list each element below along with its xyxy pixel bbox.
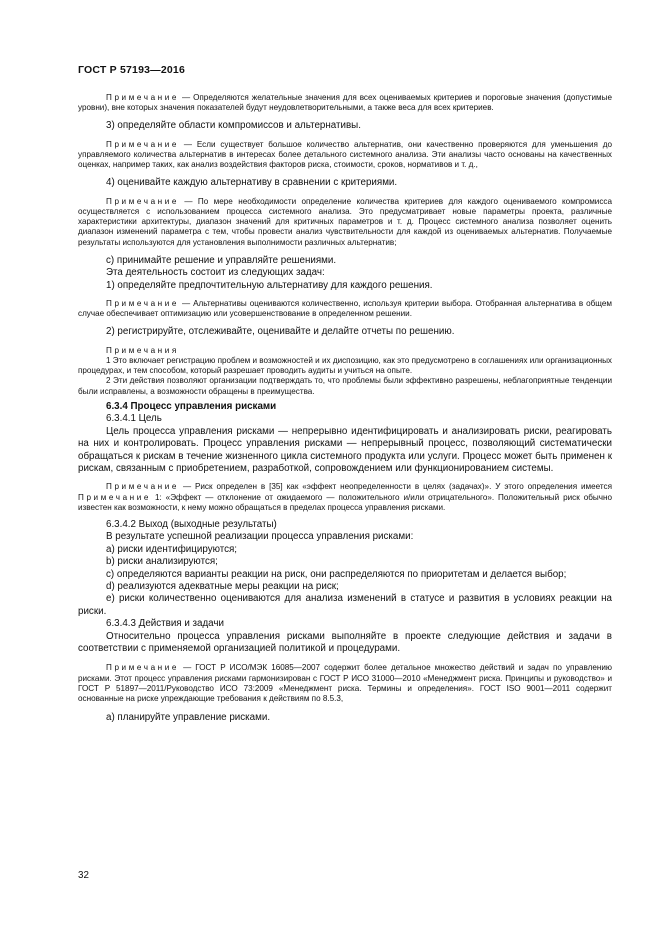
note-paragraph [78, 197, 612, 248]
note-paragraph [78, 299, 612, 319]
body-paragraph: Цель процесса управления рисками — непрерывно идентифицировать и анализировать риски, реагировать на них и контролировать. Процесс управления рисками — непрерывный процесс, позволяющий систематически обращаться к рискам в течение жизненного цикла системного продукта или услуги. Процесс может быть применен к рискам, связанным с приобретением, разработкой, сопровождением или функционированием системы. [78, 425, 612, 474]
list-item: 2) регистрируйте, отслеживайте, оценивайте и делайте отчеты по решению. [106, 326, 455, 338]
note-label: Примечание [106, 663, 180, 673]
note-text: 1: «Эффект — отклонение от ожидаемого — положительного и/или отрицательного». Положительный риск обычно известен как возможности, к нему можно обращаться в пределах процесса управления рисками. [78, 492, 612, 512]
note-label: Примечание [106, 139, 180, 149]
note-paragraph [78, 93, 612, 113]
note-label: Примечание [78, 492, 152, 502]
note-text: — Если существует большое количество альтернатив, они качественно проверяются для уменьшения до управляемого количества альтернатив в интересах более детального системного анализа. Эти анализы часто основаны на качественных оценках, например таких, как анализ воздействия факторов риска, стоимости, сроков, нормативов и т. д., [78, 139, 612, 170]
note-label: Примечание [106, 93, 180, 102]
subsection-title: 6.3.4.2 Выход (выходные результаты) [106, 518, 277, 530]
note-label: Примечание [106, 299, 180, 309]
note-text: — ГОСТ Р ИСО/МЭК 16085—2007 содержит более детальное множество действий и задач по управлению рисками. Этот процесс управления рисками гармонизирован с ГОСТ Р ИСО 31000—2010 «Менеджмент риска. Принципы и руководство» и ГОСТ Р 51897—2011/Руководство ИСО 73:2009 «Менеджмент риска. Термины и определения». ГОСТ ISO 9001—2011 содержит основанные на риске упреждающие требования к действиям по 8.5.3, [78, 663, 612, 704]
note-text: — По мере необходимости определение количества критериев для каждого оцениваемого компромисса осуществляется с использованием процесса системного анализа. Это предусматривает новые параметры проекта, различные характеристики архитектуры, диапазон значений для критичных параметров и т. д. Процесс системного анализа позволяет оценить диапазон изменений параметра с тем, чтобы провести анализ чувствительности для каждой из оцениваемых альтернатив. Получаемые результаты используются для установления выполнимости различных альтернатив; [78, 196, 612, 247]
list-item: c) принимайте решение и управляйте решениями. [106, 254, 337, 266]
notes-title: Примечания [106, 345, 179, 355]
body-paragraph: Относительно процесса управления рисками выполняйте в проекте следующие действия и задачи в соответствии с применяемой организацией политикой и процедурами. [78, 630, 612, 654]
page-header: ГОСТ Р 57193—2016 [78, 64, 186, 76]
page-number: 32 [78, 870, 89, 881]
note-label: Примечание [106, 196, 180, 206]
list-item: c) определяются варианты реакции на риск, они распределяются по приоритетам и делается выбор; [106, 568, 567, 580]
list-item: b) риски анализируются; [106, 556, 218, 568]
list-item: d) реализуются адекватные меры реакции на риск; [106, 580, 339, 592]
list-item: 1) определяйте предпочтительную альтернативу для каждого решения. [106, 279, 433, 291]
body-line: Эта деятельность состоит из следующих задач: [106, 267, 325, 279]
note-text: — Риск определен в [35] как «эффект неопределенности в целях (задачах)». У этого определения имеется [179, 482, 612, 492]
body-line: В результате успешной реализации процесса управления рисками: [106, 531, 414, 543]
page-content [78, 93, 612, 725]
note-item: 2 Эти действия позволяют организации подтверждать то, что проблемы были эффективно разрешены, неблагоприятные тенденции были исправлены, а возможности обращены в преимущества. [78, 376, 612, 396]
subsection-title: 6.3.4.3 Действия и задачи [106, 618, 224, 630]
note-text: — Альтернативы оцениваются количественно, используя критерии выбора. Отобранная альтернатива в общем случае обеспечивает оптимизацию или усовершенствование в определенном решении. [78, 299, 612, 319]
subsection-title: 6.3.4.1 Цель [106, 413, 162, 425]
note-label: Примечание [106, 482, 180, 492]
list-item: a) риски идентифицируются; [106, 543, 238, 555]
section-heading: 6.3.4 Процесс управления рисками [106, 400, 277, 412]
list-item: 4) оценивайте каждую альтернативу в сравнении с критериями. [106, 177, 398, 189]
note-paragraph [78, 663, 612, 704]
note-paragraph [78, 482, 612, 513]
note-text: — Определяются желательные значения для всех оцениваемых критериев и пороговые значения (допустимые уровни), вне которых значения показателей будут неудовлетворительными, а также веса для всех критериев. [78, 93, 612, 113]
note-paragraph [78, 140, 612, 171]
note-item: 1 Это включает регистрацию проблем и возможностей и их диспозицию, как это предусмотрено в соглашениях или организационных процедурах, и тем способом, который разрешает проводить аудиты и учиться на опыте. [78, 356, 612, 376]
list-item: a) планируйте управление рисками. [106, 712, 271, 724]
list-item: 3) определяйте области компромиссов и альтернативы. [106, 120, 361, 132]
list-item: e) риски количественно оцениваются для анализа изменений в статусе и развития в условиях реакции на риски. [78, 593, 612, 617]
